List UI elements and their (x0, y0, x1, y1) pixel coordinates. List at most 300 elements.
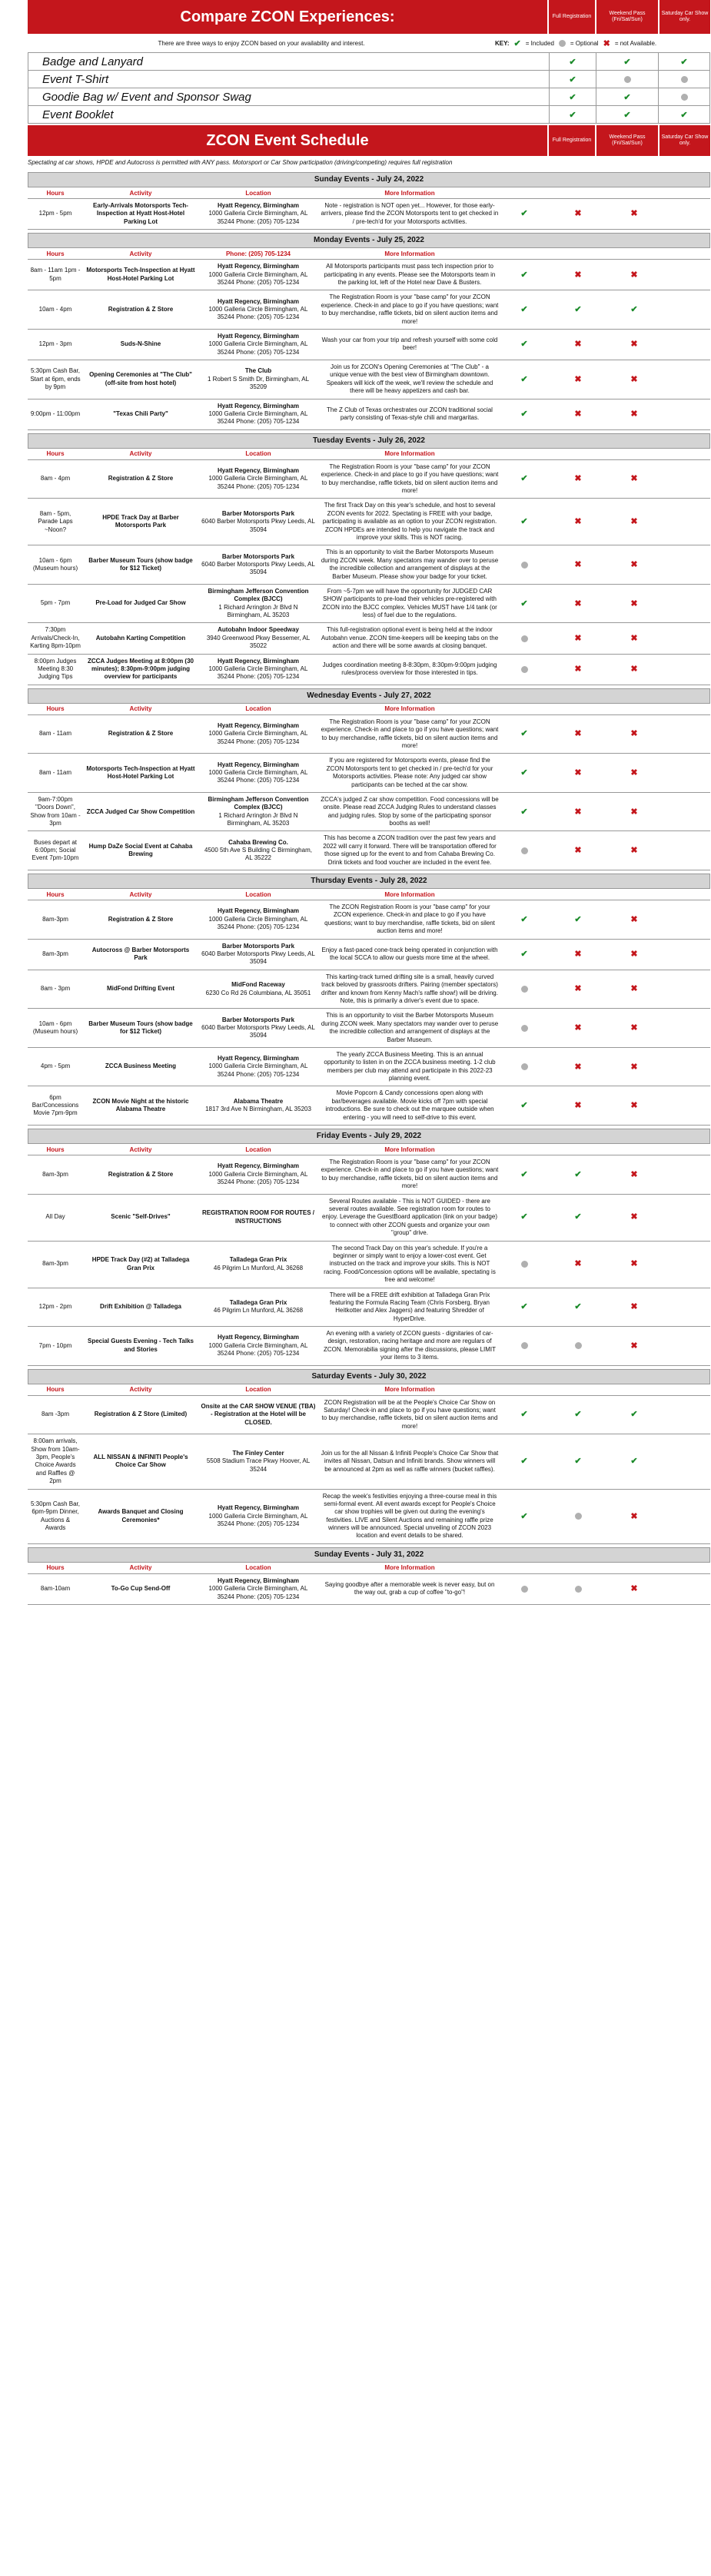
event-row (28, 499, 710, 545)
event-activity: Barber Museum Tours (show badge for $12 Ticket) (88, 556, 193, 572)
location-header: Location (245, 1386, 271, 1394)
check-icon: ✔ (520, 1410, 528, 1420)
availability-cell (596, 88, 659, 105)
availability-cell (501, 499, 547, 545)
availability-cell (501, 1242, 547, 1288)
location-name: Hyatt Regency, Birmingham (217, 202, 300, 209)
x-icon: ✖ (630, 209, 638, 219)
x-icon: ✖ (574, 270, 582, 280)
event-activity: HPDE Track Day (#2) at Talladega Gran Prix (91, 1256, 190, 1271)
x-icon: ✖ (630, 984, 638, 994)
location-address: 1000 Galleria Circle Birmingham, AL 35244 Phone: (205) 705-1234 (208, 1512, 308, 1527)
event-activity: Hump DaZe Social Event at Cahaba Brewing (88, 842, 193, 858)
schedule-days (28, 172, 710, 1605)
location-name: Hyatt Regency, Birmingham (217, 657, 300, 665)
event-location (198, 360, 318, 399)
hours-header: Hours (46, 450, 65, 458)
x-icon: ✖ (630, 807, 638, 817)
location-name: Talladega Gran Prix (229, 1298, 287, 1306)
hours-header: Hours (46, 189, 65, 197)
event-info: This full-registration optional event is being held at the indoor Autobahn venue. ZCON time-keepers will be keeping tabs on the action and there will be some awards at closing banquet. (321, 626, 499, 650)
location-address: 1 Robert S Smith Dr, Birmingham, AL 35209 (207, 375, 310, 391)
check-icon: ✔ (623, 110, 631, 120)
x-icon: ✖ (574, 474, 582, 484)
key-na: = not Available. (614, 39, 657, 47)
availability-cell (609, 260, 660, 290)
availability-cell (547, 499, 609, 545)
experience-row (28, 53, 710, 71)
event-location (198, 399, 318, 429)
availability-cell (609, 1327, 660, 1365)
location-address: 1000 Galleria Circle Birmingham, AL 35244 Phone: (205) 705-1234 (208, 475, 308, 490)
location-name: Hyatt Regency, Birmingham (217, 332, 300, 340)
location-name: The Finley Center (232, 1449, 284, 1457)
availability-cell (609, 754, 660, 792)
x-icon: ✖ (574, 209, 582, 219)
event-activity: Motorsports Tech-Inspection at Hyatt Host-Hotel Parking Lot (86, 267, 195, 282)
availability-cell (550, 106, 596, 123)
availability-cell (609, 199, 660, 229)
event-activity: Registration & Z Store (108, 915, 174, 923)
event-row (28, 623, 710, 654)
event-row (28, 199, 710, 230)
event-info: Wash your car from your trip and refresh yourself with some cold beer! (321, 337, 498, 352)
x-icon: ✖ (630, 914, 638, 924)
x-icon: ✖ (630, 1584, 638, 1594)
event-row (28, 360, 710, 399)
event-info: The ZCON Registration Room is your "base camp" for your ZCON experience. Check-in and place to go if you have questions; want to buy merchandise, raffle tickets, bid on silent auction items and more! (324, 903, 495, 935)
event-row (28, 1396, 710, 1435)
check-icon: ✔ (520, 767, 528, 777)
location-address: 46 Pilgrim Ln Munford, AL 36268 (213, 1264, 304, 1271)
check-icon: ✔ (520, 340, 528, 350)
x-icon: ✖ (630, 1101, 638, 1111)
location-address: 1000 Galleria Circle Birmingham, AL 35244 Phone: (205) 705-1234 (208, 270, 308, 286)
event-row (28, 754, 710, 793)
location-header: Location (245, 450, 271, 458)
event-info: The Registration Room is your "base camp" for your ZCON experience. Check-in and place to go if you have questions; want to buy merchandise, raffle tickets, bid on silent auction items and more! (321, 293, 499, 325)
event-info: The second Track Day on this year's schedule. If you're a beginner or simply want to enjoy a lower-cost event. Get instructed on the track and improve your skills. This is NOT racing. Food/Concession options will be available, spectating is free and welcome! (324, 1244, 496, 1284)
experience-row (28, 71, 710, 88)
availability-cell (501, 1574, 547, 1604)
availability-cell (501, 1327, 547, 1365)
check-icon: ✔ (574, 914, 582, 924)
check-icon: ✔ (623, 92, 631, 102)
ways-text: There are three ways to enjoy ZCON based on your availability and interest. (158, 39, 365, 47)
availability-cell (609, 1396, 660, 1434)
location-address: 46 Pilgrim Ln Munford, AL 36268 (213, 1307, 304, 1315)
location-name: Talladega Gran Prix (229, 1256, 287, 1264)
col-weekend: Weekend Pass (Fri/Sat/Sun) (595, 0, 658, 34)
optional-icon (521, 1261, 528, 1268)
location-address: 6230 Co Rd 26 Columbiana, AL 35051 (205, 989, 311, 996)
event-activity: MidFond Drifting Event (107, 985, 174, 993)
event-hours: Buses depart at 6:00pm; Social Event 7pm-10pm (32, 838, 79, 862)
optional-icon (521, 1025, 528, 1032)
check-icon: ✔ (680, 110, 688, 120)
availability-cell (609, 545, 660, 584)
check-icon: ✔ (623, 57, 631, 67)
event-info: The yearly ZCCA Business Meeting. This is an annual opportunity to listen in on the ZCCA business meeting. 1-2 club members per club may attend and participate in this 2022-23 planning event. (324, 1050, 496, 1082)
event-location (198, 545, 318, 584)
x-icon: ✖ (574, 1259, 582, 1269)
event-hours: 7pm - 10pm (38, 1341, 72, 1349)
location-address: 5508 Stadium Trace Pkwy Hoover, AL 35244 (206, 1457, 311, 1473)
availability-cell (547, 1086, 609, 1125)
availability-cell (547, 970, 609, 1009)
column-headers (28, 889, 710, 900)
event-hours: 5:30pm Cash Bar, Start at 6pm, ends by 9pm (30, 367, 81, 391)
availability-cell (609, 1155, 660, 1194)
event-hours: 8am -3pm (41, 1411, 69, 1418)
event-row (28, 831, 710, 870)
event-activity: "Texas Chili Party" (113, 410, 168, 418)
location-address: 1000 Galleria Circle Birmingham, AL 35244 Phone: (205) 705-1234 (208, 730, 308, 745)
check-icon: ✔ (574, 304, 582, 314)
check-icon: ✔ (520, 409, 528, 419)
availability-cell (609, 1574, 660, 1604)
event-location (198, 1048, 318, 1086)
x-icon: ✖ (574, 767, 582, 777)
location-address: 1000 Galleria Circle Birmingham, AL 35244 Phone: (205) 705-1234 (208, 210, 308, 225)
availability-cell (547, 460, 609, 499)
event-location (198, 1434, 318, 1488)
location-name: Hyatt Regency, Birmingham (217, 907, 300, 915)
event-hours: 12pm - 5pm (38, 210, 72, 217)
event-hours: 9:00pm - 11:00pm (30, 410, 81, 418)
event-location (198, 715, 318, 754)
availability-cell (547, 360, 609, 399)
event-row (28, 940, 710, 970)
event-row (28, 1155, 710, 1195)
column-headers (28, 187, 710, 199)
location-header: Location (245, 1564, 271, 1572)
event-location (198, 940, 318, 970)
availability-cell (547, 545, 609, 584)
day-title: Thursday Events - July 28, 2022 (28, 874, 710, 889)
event-info: Saying goodbye after a memorable week is never easy, but on the way out, grab a cup of coffee "to-go"! (324, 1581, 495, 1596)
hours-header: Hours (46, 1145, 65, 1153)
event-location (198, 1490, 318, 1543)
availability-cell (547, 199, 609, 229)
event-info: Movie Popcorn & Candy concessions open along with bar/beverages available. Movie kicks off 7pm with special introductions. Be sure to check out the marquee outside when entering - you will need to self-drive to this event. (325, 1089, 494, 1121)
column-headers (28, 248, 710, 260)
event-location (198, 623, 318, 653)
availability-cell (547, 1490, 609, 1543)
key-included: = Included (525, 39, 554, 47)
day-title: Sunday Events - July 24, 2022 (28, 172, 710, 187)
availability-cell (501, 900, 547, 939)
location-name: Barber Motorsports Park (221, 509, 295, 517)
event-row (28, 1048, 710, 1087)
optional-icon (681, 94, 688, 101)
availability-cell (609, 1434, 660, 1488)
x-icon: ✖ (603, 38, 610, 48)
availability-cell (501, 623, 547, 653)
event-info: There will be a FREE drift exhibition at Talladega Gran Prix featuring the Formula Racing Team (Chris Forsberg, Bryan Heitkotter and Alex Jaggers) and featuring Shredder of HyperDrive. (329, 1291, 490, 1322)
day-title: Saturday Events - July 30, 2022 (28, 1369, 710, 1384)
check-icon: ✔ (569, 110, 576, 120)
x-icon: ✖ (574, 633, 582, 643)
info-header: More Information (384, 250, 435, 257)
event-activity: Suds-N-Shine (120, 340, 161, 348)
availability-cell (501, 1396, 547, 1434)
info-header: More Information (384, 189, 435, 197)
activity-header: Activity (129, 1564, 152, 1572)
x-icon: ✖ (630, 517, 638, 527)
optional-icon (559, 40, 566, 47)
event-hours: 10am - 6pm (Museum hours) (32, 1019, 78, 1036)
check-icon: ✔ (630, 1410, 638, 1420)
availability-cell (609, 715, 660, 754)
location-address: 6040 Barber Motorsports Pkwy Leeds, AL 35094 (201, 950, 315, 966)
event-info: All Motorsports participants must pass tech inspection prior to participating in any events. Please see the Motorsports team in the parking lot, left of the Hotel near Dave & Busters. (324, 263, 496, 286)
event-hours: 7:30pm Arrivals/Check-In, Karting 8pm-10pm (30, 626, 81, 650)
location-name: Hyatt Regency, Birmingham (217, 1334, 300, 1341)
optional-icon (521, 666, 528, 673)
optional-icon (575, 1342, 582, 1349)
x-icon: ✖ (630, 729, 638, 739)
check-icon: ✔ (520, 1302, 528, 1312)
availability-cell (609, 623, 660, 653)
availability-cell (547, 831, 609, 870)
event-row (28, 793, 710, 832)
availability-cell (501, 754, 547, 792)
availability-cell (547, 793, 609, 831)
event-location (198, 1574, 318, 1604)
location-name: Cahaba Brewing Co. (228, 838, 288, 846)
event-location (198, 1396, 318, 1434)
column-headers (28, 1563, 710, 1574)
location-address: 1000 Galleria Circle Birmingham, AL 35244 Phone: (205) 705-1234 (208, 410, 308, 426)
event-row (28, 545, 710, 585)
event-activity: Special Guests Evening - Tech Talks and Stories (88, 1338, 194, 1353)
availability-cell (501, 1434, 547, 1488)
x-icon: ✖ (630, 1062, 638, 1072)
optional-icon (521, 986, 528, 993)
availability-cell (596, 53, 659, 70)
info-header: More Information (384, 1145, 435, 1153)
event-activity: Registration & Z Store (108, 305, 174, 313)
event-row (28, 1242, 710, 1288)
info-header: More Information (384, 705, 435, 713)
x-icon: ✖ (630, 1023, 638, 1033)
info-header: More Information (384, 890, 435, 898)
check-icon: ✔ (574, 1302, 582, 1312)
availability-cell (501, 199, 547, 229)
optional-icon (521, 562, 528, 569)
availability-cell (501, 1288, 547, 1327)
availability-cell (501, 260, 547, 290)
event-row (28, 900, 710, 940)
col-saturday: Saturday Car Show only. (658, 125, 710, 156)
event-hours: 8am - 11am (38, 730, 72, 738)
event-activity: ZCCA Business Meeting (105, 1063, 177, 1070)
experience-name: Goodie Bag w/ Event and Sponsor Swag (28, 88, 550, 105)
location-name: MidFond Raceway (231, 981, 285, 989)
compare-header (28, 0, 710, 34)
event-info: Enjoy a fast-paced cone-track being operated in conjunction with the local SCCA to allow our guests more time at the wheel. (321, 946, 498, 962)
event-row (28, 970, 710, 1010)
check-icon: ✔ (569, 75, 576, 85)
availability-cell (547, 754, 609, 792)
location-header: Location (245, 189, 271, 197)
availability-cell (609, 290, 660, 329)
experience-name: Event T-Shirt (28, 71, 550, 88)
info-header: More Information (384, 1386, 435, 1394)
location-header: Location (245, 705, 271, 713)
availability-cell (547, 1155, 609, 1194)
availability-cell (609, 499, 660, 545)
optional-icon (624, 76, 631, 83)
x-icon: ✖ (574, 517, 582, 527)
availability-cell (501, 585, 547, 623)
column-headers (28, 704, 710, 715)
x-icon: ✖ (630, 598, 638, 608)
check-icon: ✔ (680, 57, 688, 67)
event-activity: HPDE Track Day at Barber Motorsports Park (102, 513, 179, 529)
check-icon: ✔ (520, 209, 528, 219)
col-saturday: Saturday Car Show only. (658, 0, 710, 34)
check-icon: ✔ (520, 914, 528, 924)
location-name: Hyatt Regency, Birmingham (217, 402, 300, 409)
location-address: 1000 Galleria Circle Birmingham, AL 35244 Phone: (205) 705-1234 (208, 768, 308, 784)
event-location (198, 1155, 318, 1194)
check-icon: ✔ (569, 92, 576, 102)
location-address: 3940 Greenwood Pkwy Bessemer, AL 35022 (206, 634, 311, 650)
event-info: From ~5-7pm we will have the opportunity for JUDGED CAR SHOW participants to pre-load their vehicles pre-registered with ZCON into the BJCC complex. Vehicles MUST have 1/4 tank (or less) of fuel due to the regulations. (322, 587, 497, 619)
event-row (28, 1490, 710, 1544)
experience-name: Badge and Lanyard (28, 53, 550, 70)
availability-cell (550, 53, 596, 70)
event-activity: Opening Ceremonies at "The Club" (off-site from host hotel) (89, 371, 192, 386)
availability-cell (609, 655, 660, 685)
location-address: 1000 Galleria Circle Birmingham, AL 35244 Phone: (205) 705-1234 (208, 1585, 308, 1600)
event-location (198, 330, 318, 360)
availability-cell (501, 1155, 547, 1194)
location-address: 1817 3rd Ave N Birmingham, AL 35203 (205, 1106, 311, 1113)
location-address: 6040 Barber Motorsports Pkwy Leeds, AL 35094 (201, 1023, 315, 1039)
location-address: 1000 Galleria Circle Birmingham, AL 35244 Phone: (205) 705-1234 (208, 1063, 308, 1078)
event-info: Several Routes available - This is NOT GUIDED - there are several routes available. See registration room for routes to enjoy. Leverage the GuestBoard application (link on your badge) to connect with other ZCON guests and organize your own "group" drive. (322, 1197, 497, 1237)
availability-cell (609, 460, 660, 499)
availability-cell (659, 88, 710, 105)
event-location (198, 499, 318, 545)
location-name: REGISTRATION ROOM FOR ROUTES / INSTRUCTIONS (201, 1209, 315, 1225)
availability-cell (609, 399, 660, 429)
check-icon: ✔ (520, 517, 528, 527)
availability-cell (609, 1288, 660, 1327)
column-headers (28, 449, 710, 460)
event-location (198, 900, 318, 939)
info-header: More Information (384, 1564, 435, 1572)
event-hours: 8am-3pm (42, 950, 68, 957)
x-icon: ✖ (630, 633, 638, 643)
info-header: More Information (384, 450, 435, 458)
availability-cell (547, 715, 609, 754)
optional-icon (681, 76, 688, 83)
optional-icon (521, 1063, 528, 1070)
check-icon: ✔ (520, 304, 528, 314)
check-icon: ✔ (520, 950, 528, 960)
event-hours: 12pm - 3pm (38, 340, 72, 348)
availability-cell (547, 1288, 609, 1327)
check-icon: ✔ (520, 729, 528, 739)
event-activity: Autobahn Karting Competition (95, 634, 186, 642)
availability-cell (547, 623, 609, 653)
event-info: This karting-track turned drifting site is a small, heavily curved track beloved by grassroots drifters. Pairing (member spectators) drifter and known from Kenny Mach's raffle show!) will be driving. Note, this is primarily a driver's event due to space. (321, 973, 498, 1004)
event-hours: 8:00am arrivals, Show from 10am-3pm, People's Choice Awards and Raffles @ 2pm (31, 1437, 80, 1485)
experience-table (28, 52, 710, 124)
event-hours: 10am - 6pm (Museum hours) (32, 556, 78, 572)
activity-header: Activity (129, 705, 152, 713)
location-name: Hyatt Regency, Birmingham (217, 761, 300, 768)
event-info: The Registration Room is your "base camp" for your ZCON experience. Check-in and place to go if you have questions; want to buy merchandise, raffle tickets, bid on silent auction items and more! (321, 718, 499, 749)
day-title: Wednesday Events - July 27, 2022 (28, 688, 710, 704)
event-activity: Motorsports Tech-Inspection at Hyatt Host-Hotel Parking Lot (86, 764, 195, 781)
x-icon: ✖ (574, 1062, 582, 1072)
event-hours: 8am-3pm (42, 1170, 68, 1178)
hours-header: Hours (46, 705, 65, 713)
x-icon: ✖ (630, 474, 638, 484)
location-address: 1000 Galleria Circle Birmingham, AL 35244 Phone: (205) 705-1234 (208, 1170, 308, 1185)
availability-cell (501, 940, 547, 970)
availability-cell (609, 793, 660, 831)
event-row (28, 1288, 710, 1328)
availability-cell (547, 1574, 609, 1604)
event-activity: Registration & Z Store (108, 730, 174, 738)
availability-cell (547, 1434, 609, 1488)
event-location (198, 831, 318, 870)
event-hours: 8:00pm Judges Meeting 8:30 Judging Tips (34, 657, 77, 681)
availability-cell (609, 585, 660, 623)
event-hours: 12pm - 2pm (38, 1303, 72, 1311)
event-location (198, 290, 318, 329)
event-info: This is an opportunity to visit the Barber Motorsports Museum during ZCON week. Many spectators may wander over to peruse the incredible collection and arrangement of displays at the Barber Museum. (321, 1012, 499, 1043)
location-address: 6040 Barber Motorsports Pkwy Leeds, AL 35094 (201, 518, 315, 533)
event-activity: Awards Banquet and Closing Ceremonies* (98, 1508, 184, 1523)
location-address: 1000 Galleria Circle Birmingham, AL 35244 Phone: (205) 705-1234 (208, 1341, 308, 1358)
event-hours: 5:30pm Cash Bar, 6pm-9pm Dinner, Auctions & Awards (30, 1500, 81, 1532)
availability-cell (547, 655, 609, 685)
check-icon: ✔ (520, 1101, 528, 1111)
availability-cell (609, 360, 660, 399)
event-location (198, 1195, 318, 1241)
check-icon: ✔ (520, 598, 528, 608)
location-name: Barber Motorsports Park (221, 942, 295, 950)
location-header: Location (245, 1145, 271, 1153)
event-activity: ZCCA Judges Meeting at 8:00pm (30 minutes); 8:30pm-9:00pm judging overview for participants (88, 657, 194, 681)
key-optional: = Optional (570, 39, 599, 47)
x-icon: ✖ (630, 767, 638, 777)
activity-header: Activity (129, 890, 152, 898)
event-location (198, 1288, 318, 1327)
location-name: The Club (244, 367, 272, 375)
x-icon: ✖ (630, 409, 638, 419)
key-label: KEY: (495, 39, 510, 47)
col-full: Full Registration (547, 125, 595, 156)
event-row (28, 330, 710, 360)
location-name: Hyatt Regency, Birmingham (217, 297, 300, 305)
compare-title: Compare ZCON Experiences: (180, 8, 395, 25)
x-icon: ✖ (574, 950, 582, 960)
event-info: The Registration Room is your "base camp" for your ZCON experience. Check-in and place to go if you have questions; want to buy merchandise, raffle tickets, bid on silent auction items and more! (321, 1159, 499, 1190)
event-location (198, 754, 318, 792)
location-address: 1 Richard Arrington Jr Blvd N Birmingham, AL 35203 (218, 811, 298, 827)
hours-header: Hours (46, 1386, 65, 1394)
check-icon: ✔ (574, 1212, 582, 1222)
x-icon: ✖ (574, 984, 582, 994)
